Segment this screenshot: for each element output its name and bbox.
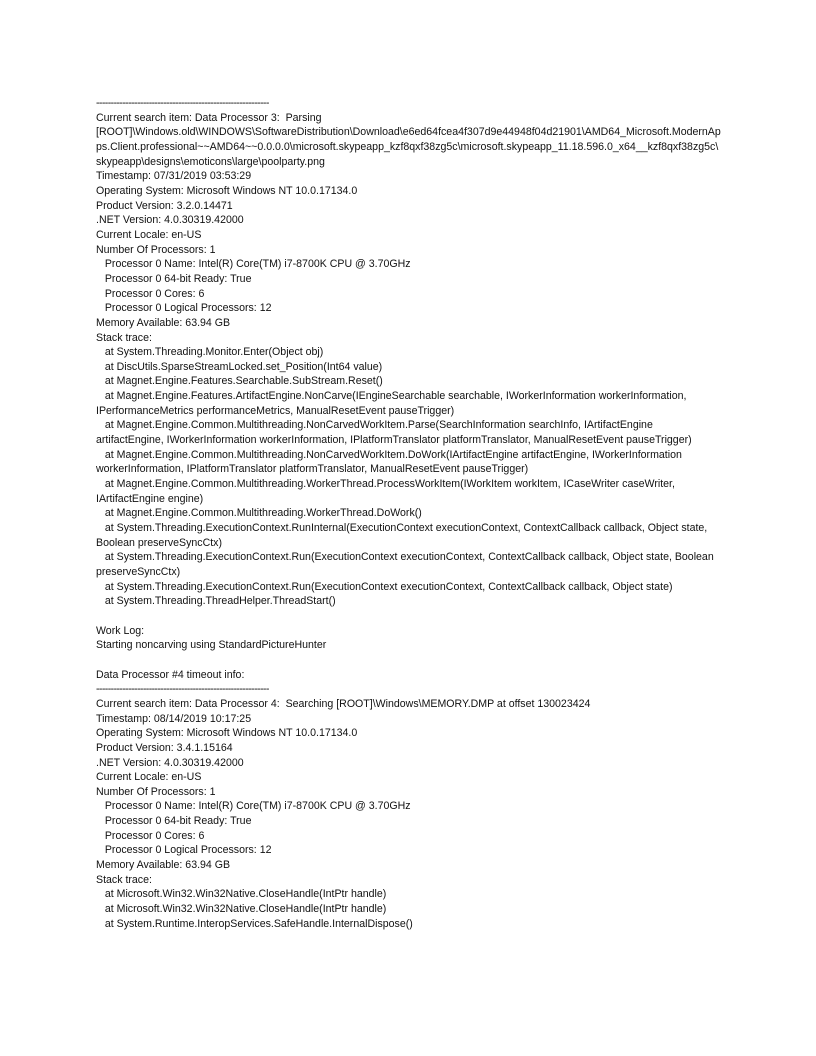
log-line: at System.Threading.ExecutionContext.Run(ExecutionContext executionContext, ContextCallback callback, Object state, Boolean preserveSyncCtx) <box>96 551 717 578</box>
log-line: Memory Available: 63.94 GB <box>96 316 231 329</box>
log-line: at System.Runtime.InteropServices.SafeHandle.InternalDispose() <box>96 917 413 930</box>
log-line: at DiscUtils.SparseStreamLocked.set_Position(Int64 value) <box>96 360 383 373</box>
log-line: Number Of Processors: 1 <box>96 785 216 798</box>
log-line: Processor 0 64-bit Ready: True <box>96 815 252 828</box>
log-line: Processor 0 Logical Processors: 12 <box>96 844 272 857</box>
log-line: at Microsoft.Win32.Win32Native.CloseHandle(IntPtr handle) <box>96 888 387 901</box>
log-line: Current search item: Data Processor 4: Searching [ROOT]\Windows\MEMORY.DMP at offset 130023424 <box>96 697 591 710</box>
log-line: at System.Threading.ThreadHelper.ThreadStart() <box>96 595 336 608</box>
log-line: at Magnet.Engine.Common.Multithreading.WorkerThread.ProcessWorkItem(IWorkItem workItem, ICaseWriter caseWriter, IArtifactEngine engine) <box>96 478 678 505</box>
blank-line <box>96 653 722 668</box>
log-line: Operating System: Microsoft Windows NT 10.0.17134.0 <box>96 727 358 740</box>
log-line: at Magnet.Engine.Common.Multithreading.NonCarvedWorkItem.DoWork(IArtifactEngine artifactEngine, IWorkerInformation workerInformation, IPlatformTranslator platformTranslator, ManualResetEvent pauseTrigger) <box>96 448 685 476</box>
log-line: Starting noncarving using StandardPictureHunter <box>96 639 327 652</box>
log-line: at System.Threading.ExecutionContext.RunInternal(ExecutionContext executionContext, ContextCallback callback, Object state, Boolean preserveSyncCtx) <box>96 522 711 549</box>
log-line: Processor 0 64-bit Ready: True <box>96 272 252 285</box>
log-line: Timestamp: 08/14/2019 10:17:25 <box>96 712 252 725</box>
log-line: Work Log: <box>96 624 145 637</box>
log-line: Stack trace: <box>96 873 152 886</box>
log-line: Current search item: Data Processor 3: Parsing [ROOT]\Windows.old\WINDOWS\SoftwareDistribution\Download\e6ed64fcea4f307d9e44948f04d21901\AMD64_Microsoft.ModernApps.Client.professional~~AMD64~~0.0.0.0\microsoft.skypeapp_kzf8qxf38zg5c\microsoft.skypeapp_11.18.596.0_x64__kzf8qxf38zg5c\skypeapp\designs\emoticons\large\poolparty.png <box>96 111 721 168</box>
log-line: Memory Available: 63.94 GB <box>96 859 231 872</box>
log-line: Processor 0 Logical Processors: 12 <box>96 302 272 315</box>
log-line: Processor 0 Cores: 6 <box>96 287 205 300</box>
log-line: Operating System: Microsoft Windows NT 10.0.17134.0 <box>96 184 358 197</box>
separator-line: ----------------------------------------------------------- <box>96 683 269 696</box>
separator-line: ----------------------------------------------------------- <box>96 97 269 109</box>
log-line: at Microsoft.Win32.Win32Native.CloseHandle(IntPtr handle) <box>96 903 387 916</box>
log-line: at System.Threading.ExecutionContext.Run(ExecutionContext executionContext, ContextCallback callback, Object state) <box>96 580 673 593</box>
log-line: Current Locale: en-US <box>96 771 202 784</box>
log-line: at Magnet.Engine.Features.Searchable.SubStream.Reset() <box>96 375 383 388</box>
log-line: at System.Threading.Monitor.Enter(Object obj) <box>96 346 324 359</box>
log-line: Current Locale: en-US <box>96 228 202 241</box>
log-line: Processor 0 Name: Intel(R) Core(TM) i7-8700K CPU @ 3.70GHz <box>96 258 411 271</box>
log-line: Stack trace: <box>96 331 152 344</box>
log-line: Number Of Processors: 1 <box>96 243 216 256</box>
log-line: at Magnet.Engine.Common.Multithreading.WorkerThread.DoWork() <box>96 507 422 520</box>
log-line: .NET Version: 4.0.30319.42000 <box>96 214 244 227</box>
log-line: Product Version: 3.4.1.15164 <box>96 741 233 754</box>
log-line: Timestamp: 07/31/2019 03:53:29 <box>96 170 252 183</box>
document-page <box>96 96 722 931</box>
log-line: Processor 0 Cores: 6 <box>96 829 205 842</box>
blank-line <box>96 609 722 624</box>
log-line: Product Version: 3.2.0.14471 <box>96 199 233 212</box>
log-line: at Magnet.Engine.Common.Multithreading.NonCarvedWorkItem.Parse(SearchInformation searchInfo, IArtifactEngine artifactEngine, IWorkerInformation workerInformation, IPlatformTranslator platformTranslator, ManualResetEvent pauseTrigger) <box>96 419 692 447</box>
log-line: .NET Version: 4.0.30319.42000 <box>96 756 244 769</box>
log-line: Processor 0 Name: Intel(R) Core(TM) i7-8700K CPU @ 3.70GHz <box>96 800 411 813</box>
log-line: at Magnet.Engine.Features.ArtifactEngine.NonCarve(IEngineSearchable searchable, IWorkerInformation workerInformation, IPerformanceMetrics performanceMetrics, ManualResetEvent pauseTrigger) <box>96 390 690 417</box>
log-line: Data Processor #4 timeout info: <box>96 668 245 681</box>
